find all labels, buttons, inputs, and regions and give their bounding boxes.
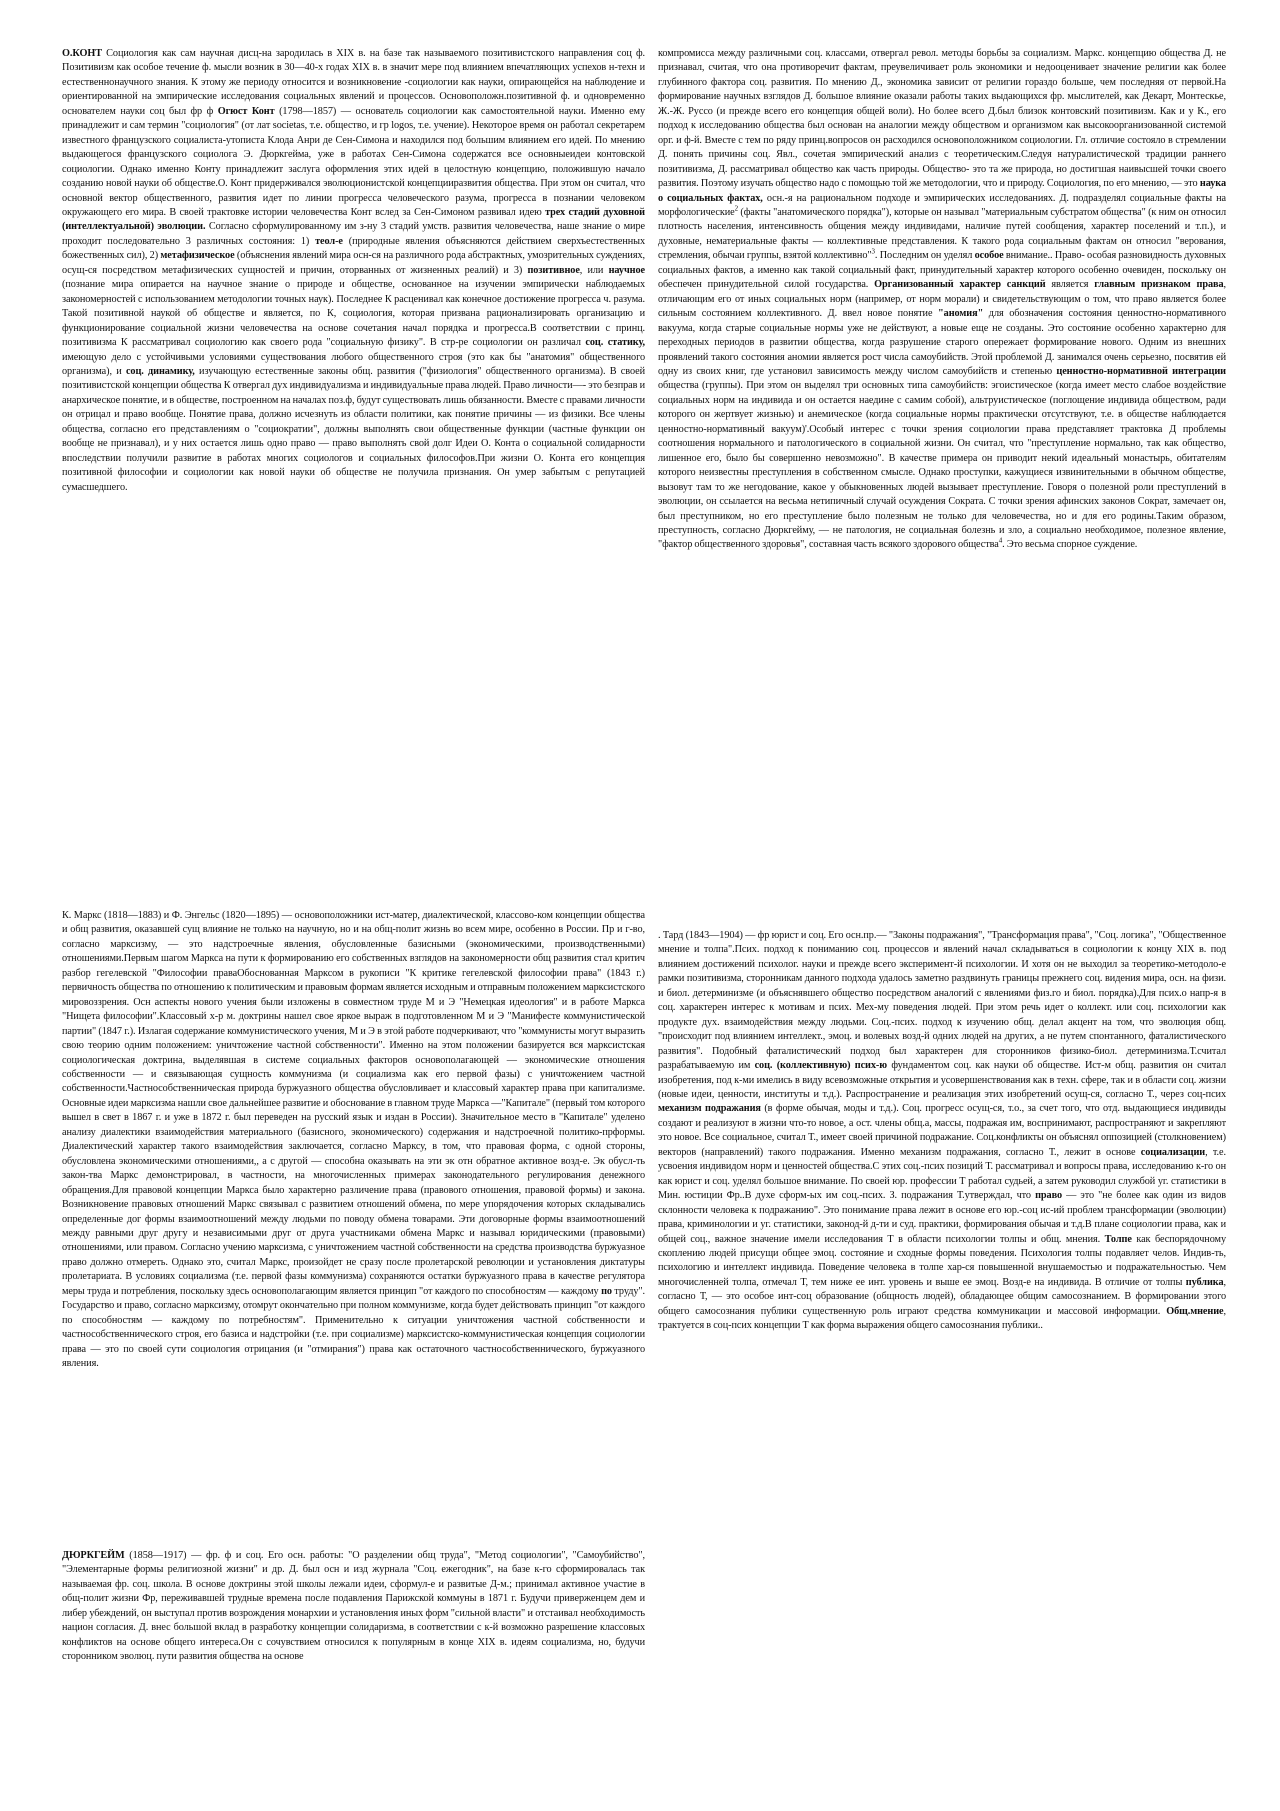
bold-text-run: Организованный характер санкций [874,279,1046,291]
text-run: , согласно Т, — это особое инт-соц образование (общность людей), обладающее общим самосознанием. В формировании этого общего самосознания публики существенную роль играют средства коммуникации и массовой информации. [658,1276,1226,1317]
bold-text-run: ценностно-нормативной интеграции [1056,365,1226,377]
bold-text-run: Огюст Конт [217,105,275,117]
footnote-mark: 4 [998,537,1003,545]
footnote-mark: 2 [734,204,739,213]
text-run: изучающую естественные законы общ. развития ("физиология" общественного организма). В своей позитивистской концепции общества К отвергал дух индивидуализма и индивидуальные права людей. Право личности—- это безправ и анархическое понятие, и в обществе, построенном на началах поз.ф, будут существовать лишь обязанности. Вместе с правами личности он отрицал и право вообще. Понятие права, должно исчезнуть из области политики, как понятие причины — из физики. Все члены общества, согласно его представлениям о "социократии", должны выполнять свои общественные функции (частные функции он вообще не признавал), и у них остается лишь одно право — право выполнять свой долг Идеи О. Конта о социальной солидарности впоследствии получили развитие в работах многих социологов и социальных философов.При жизни О. Конта его концепция позитивной философии и социологии как новой науки об обществе не получила признания. Он умер забытым с репутацией сумасшедшего. [62,365,645,493]
text-run: . Тард (1843—1904) — фр юрист и соц. Его осн.пр.— "Законы подражания", "Трансформация права", "Соц. логика", "Общественное мнение и толпа".Псих. подход к пониманию соц. процессов и явлений начал складываться в социологии к концу XIX в. под влиянием достижений психолог. науки и прежде всего эксперимент-й психологии. И хотя он не выходил за теоретико-методоло-е рамки позитивизма, сторонникам данного подхода удалось заметно раздвинуть границы прежнего соц. видения мира, осн. на физи. и биол. детерминизме (и объяснявшего общество посредством аналогий с явлениями физ.го и биол. порядка).Для псих.о напр-я в соц. характерен интерес к мотивам и псих. Мех-му поведения людей. При этом речь идет о коллект. или соц. психологии как продукте дух. взаимодействия между людьми. Соц.-псих. подход к изучению общ. делал акцент на том, что эволюция общ. "происходит под влиянием интеллект., эмоц. и волевых возд-й одних людей на других, а не путем спонтанного, фаталистического развития". Подобный фаталистический подход был характерен для сторонников физико-биол. детерминизма.Т.считал разрабатываемую им [658,930,1226,1072]
bold-text-run: соц. динамику, [125,365,195,377]
bold-text-run: Толпе [1104,1233,1132,1245]
bold-text-run: социализации [1140,1146,1206,1158]
text-run: имеющую дело с устойчивыми условиями существования любого общественного строя (это как бы "анатомия" общественного организма), и [62,351,645,377]
bold-text-run: главным признаком права [1094,279,1224,291]
text-run: фундаментом соц. как науки об обществе. Ист-м общ. развития он считал изобретения, под к-ми имелись в виду всевозможные открытия и усовершенствования как в техн. сфере, так и в области соц. жизни (новые идеи, ценности, институты и т.д.). Распространение и реализация этих изобретений осущ-ся, согласно Т., через соц-псих [658,1060,1226,1100]
text-run: осн.-я на рациональном подходе и эмпирических исследованиях. Д. подразделял социальные факты на морфологические [658,192,1226,218]
paragraph-durkheim-continued [658,47,1226,553]
text-run: Согласно сформулированному им з-ну 3 стадий умств. развития человечества, наше знание о мире проходит последовательно 3 различных состояния: 1) [62,221,645,247]
text-run: как беспорядочному скоплению людей присущи общее эмоц. состояние и сходные формы поведения. Психология толпы подавляет челов. Индив-ть, психологию и интеллект индивида. Поведение человека в толпе хар-ся повышенной внушаемостью и подражательностью. Чем многочисленней толпа, отмечал Т, тем ниже ее инт. уровень и выше ее эмоц. Возд-е на индивида. В отличие от толпы [658,1233,1226,1288]
bold-text-run: трех стадий духовной (интеллектуальной) эволюции. [62,206,645,233]
text-run: (в форме обычая, моды и т.д.). Соц. прогресс осущ-ся, т.о., за счет того, что отд. выдающиеся индивиды создают и реализуют в жизни что-то новое, а ост. члены общ.а, массы, подражая им, воспринимают, распространяют и закрепляют это новое. Все социальное, считал Т., имеет своей причиной подражание. Соц.конфликты он объяснял оппозицией (столкновением) векторов (направлений) такого подражания. Именно механизм подражания, согласно Т., лежит в основе [658,1103,1226,1158]
footnote-mark: 3 [871,247,875,256]
text-run: — это "не более как один из видов склонности человека к подражанию". Это понимание права лежит в основе его юр.-соц ис-ий проблем трансформации (эволюции) права, криминологии и уг. статистики, законод-й д-ти и суд. практики, формирования обычая и т.д.В плане социологии права, как и общей соц., важное значение имели исследования Т в области психологии толпы и общ. мнения. [658,1190,1226,1245]
text-run: (факты "анатомического порядка"), которые он называл "материальным субстратом общества" (к ним он относил плотность населения, интенсивность общения между индивидами, наличие путей сообщения, характер поселений и т.п.), и духовные, нематериальные факты — коллективные представления. К такого рода социальным фактам он относил "верования, стремления, обычаи группы, взятой коллективно" [658,206,1226,262]
text-run: компромисса между различными соц. классами, отвергал револ. методы борьбы за социализм. Маркс. концепцию общества Д. не признавал, считая, что она противоречит фактам, преувеличивает роль экономики и недооценивает значение религии как более глубинного фактора соц. развития. По мнению Д., экономика зависит от религии гораздо больше, чем последняя от первой.На формирование научных взглядов Д. большое влияние оказали работы таких выдающихся фр. мыслителей, как Декарт, Монтескье, Ж.-Ж. Руссо (и прежде всего его концепция общей воли). Но более всего Д.был близок контовский позитивизм. Как и у К., его подход к исследованию общества был основан на аналогии между обществом и организмом как высокоорганизованной системой орг. и ф-й. Вместе с тем по ряду принц.вопросов он расходился основоположником социологии. Гл. отличие состояло в стремлении Д. понять причины соц. Явл., сочетая эмпирический анализ с теоретическим.Следуя натуралистической традиции раннего позитивизма, Д. рассматривал общество как часть природы. Общество- это та же природа, но достигшая наивысшей точки своего развития. Поэтому изучать общество надо с помощью той же методологии, что и природу. Социология, по его мнению, — это [658,48,1226,190]
bold-text-run: соц. статику, [585,337,645,349]
paragraph-tarde [658,929,1226,1334]
bold-text-run: Общ.мнение [1166,1305,1224,1317]
paragraph-marx [62,909,645,1372]
text-run: , отличающим его от иных социальных норм (например, от норм морали) и свидетельствующим о том, что право является более сильным состоянием коллективного. Д. ввел новое понятие [658,279,1226,320]
text-run: . Это весьма спорное суждение. [1002,539,1138,551]
text-run: , трактуется в соц-псих концепции Т как форма выражения общего самосознания публики.. [658,1305,1226,1332]
bold-text-run: О.КОНТ [62,48,103,59]
text-run: для обозначения состояния ценностно-нормативного вакуума, когда старые социальные нормы уже не действуют, а новые еще не созданы. Это состояние особенно характерно для переходных периодов в развитии общества, когда разрушение старого опережает формирование нового. Одним из внешних проявлений такого состояния аномии является рост числа самоубийств. Этой проблемой Д. занимался очень серьезно, посвятив ей одну из своих книг, где установил зависимость между числом самоубийств и степенью [658,308,1226,377]
text-run: (объяснения явлений мира осн-ся на различного рода абстрактных, умозрительных суждениях, осущ-ся посредством метафизических сущностей и причин, оторванных от жизненных реалий) и 3) [62,250,645,276]
bold-text-run: теол-е [315,235,343,247]
bold-text-run: особое [974,250,1004,262]
text-run: внимание.. Право- особая разновидность духовных социальных фактов, а именно как такой социальный факт, принудительный характер которого особенно очевиден, поскольку он обеспечен принудительной силой государства. [658,250,1226,291]
paragraph-durkheim-start [62,1549,645,1665]
text-run: Социология как сам научная дисц-на зародилась в XIX в. на базе так называемого позитивистского направления соц ф. Позитивизм как особое течение ф. мысли возник в 30—40-х годах XIX в. в значит мере под влиянием впечатляющих успехов н-техн и естественнонаучного знания. К этому же периоду относится и возникновение -социологии как науки, опирающейся на наблюдение и ориентированной на эмпирические исследования социальных явлений и процессов. Основоположн.позитивной ф. и одновременно основателем науки соц был фр ф [62,48,645,117]
bold-text-run: позитивное [527,264,580,276]
text-run: (познание мира опирается на научное знание о природе и обществе, основанное на изучении эмпирически наблюдаемых закономерностей с использованием методологии точных наук). Последнее К расценивал как конечное достижение прогресса ч. разума. Такой позитивной наукой об обществе и является, по К, социология, которая призвана рационализировать организацию и функционирование социальной жизни человечества на основе сочетания начал порядка и прогресса.В соответствии с принц. позитивизма К рассматривал социологию как своего рода "социальную физику". В стр-ре социологии он различал [62,279,645,349]
paragraph-kont [62,47,645,495]
text-run: труду". Государство и право, согласно марксизму, отомрут окончательно при полном коммунизме, когда будет действовать принцип "от каждого по способностям — каждому по потребностям". Применительно к ситуации уничтожения частной собственности и частнособственнического строя, его базиса и надстройки (т.е. при социализме) марксистско-коммунистическая концепция социологии права — это по своей сути социология отрицания (и "отмирания") права как остаточного частнособственнического, буржуазного явления. [62,1285,645,1370]
text-run: является [1045,279,1095,291]
text-run: , или [579,264,609,276]
bold-text-run: метафизическое [160,250,235,262]
bold-text-run: соц. (коллективную) псих-ю [754,1060,888,1072]
bold-text-run: по [601,1285,612,1297]
text-run: . Последним он уделял [874,250,975,262]
bold-text-run: ДЮРКГЕЙМ [62,1550,125,1561]
text-run: общества (группы). При этом он выделял три основных типа самоубийств: эгоистическое (когда имеет место слабое воздействие социальных норм на индивида и он остается наедине с самим собой), альтруистическое (поглощение индивида обществом, ради которого он жертвует жизнью) и анемическое (когда социальные нормы практически отсутствуют, т.е. в обществе наблюдается ценностно-нормативный вакуум)'.Особый интерес с точки зрения социологии права представляет трактовка Д проблемы соотношения нормального и патологического в социальной жизни. Он считал, что "преступление нормально, так как общество, лишенное его, было бы совершенно невозможно". В качестве примера он приводит некий идеальный монастырь, обитателям которого неизвестны преступления в собственном смысле. Однако проступки, кажущиеся извинительными в обычном обществе, вызовут там то же негодование, какое у обыкновенных людей вызывает преступление. Говоря о полезной роли преступлений в эволюции, он ссылается на весьма нетипичный случай осуждения Сократа. С точки зрения афинских законов Сократ, замечает он, был преступником, но его преступление было полезным не только для человечества, но и для его родины.Таким образом, преступность, согласно Дюркгейму, — не патология, не социальная болезнь и зло, а социально необходимое, полезное явление, "фактор общественного здоровья", составная часть всякого здорового общества [658,380,1226,551]
bold-text-run: право [1035,1190,1062,1202]
bold-text-run: наука о социальных фактах, [658,178,1226,204]
text-run: (1858—1917) — фр. ф и соц. Его осн. работы: "О разделении общ труда", "Метод социологии", "Самоубийство", "Элементарные формы религиозной жизни" и др. Д. был осн и изд журнала "Соц. ежегодник", на базе к-го сформировалась так называемая фр. соц. школа. В основе доктрины этой школы лежали идеи, сформул-е и развитые Д-м.; принимал активное участие в общ-полит жизни Фр, переживавшей трудные времена после подавления Парижской коммуны в 1871 г. Будучи приверженцем дем и либер убеждений, он выступал против возрождения монархии и установления иных форм "сильной власти" и отстаивал необходимость национ согласия. Д. внес большой вклад в разработку концепции солидаризма, в соответствии с к-й возможно разрешение классовых конфликтов на основе общего интереса.Он с сочувствием относился к популярным в конце XIX в. идеям социализма, но, будучи сторонником эволюц. пути развития общества на основе [62,1550,645,1663]
text-run: (1798—1857) — основатель социологии как самостоятельной науки. Именно ему принадлежит и сам термин "социология" (от лат societas, т.е. общество, и гр logos, т.е. учение). Некоторое время он работал секретарем известного французского социалиста-утописта Клода Анри де Сен-Симона и находился под большим влиянием его идей. По мнению выдающегося французского социолога Э. Дюркгейма, уже в работах Сен-Симона содержатся все основныеидеи контовской социологии. Однако именно Конту принадлежит заслуга оформления этих идей в целостную концепцию, положившую начало созданию новой науки об обществе.О. Конт придерживался эволюционистской концепцииразвития общества. При этом он считал, что основной вектор общественного, развития идет по линии прогресса человеческого разума, прогресса в познании человеком окружающего его мира. В своей трактовке истории человечества Конт вслед за Сен-Симоном развивал идею [62,105,645,218]
bold-text-run: механизм подражания [658,1103,761,1115]
bold-text-run: публика [1185,1276,1224,1288]
text-run: (природные явления объясняются действием сверхъестественных божественных сил), 2) [62,235,646,262]
text-run: К. Маркс (1818—1883) и Ф. Энгельс (1820—1895) — основоположники ист-матер, диалектической, классово-ком концепции общества и общ развития, оказавшей сущ влияние не только на научную, но и на общ-полит жизнь во всем мире, особенно в России. Пр и г-во, согласно марксизму, — это надстроечные явления, обусловленные базисными (экономическими, производственными) отношениями.Первым шагом Маркса на пути к формированию его собственных взглядов на закономерности общ развития стал критич разбор гегелевской "Философии праваОбоснованная Марксом в рукописи "К критике гегелевской философии права" (1843 г.) первичность общества по отношению к политическим и правовым формам является исходным и отправным положением марксистского мировоззрения. Осн аспекты нового учения были изложены в совместном труде М и Э "Немецкая идеология" и в работе Маркса "Нищета философии".Классовый х-р м. доктрины нашел свое яркое выраж в подготовленном М и Э "Манифесте коммунистической партии" (1847 г.). Излагая содержание коммунистического учения, М и Э в этой работе подчеркивают, что "коммунисты могут выразить свою теорию одним положением: уничтожение частной собственности". Именно на этом положении базируется вся марксистская социологическая доктрина, выделявшая в системе социальных факторов основополагающей — экономические отношения собственности — и связывающая сущность коммунизма (и социализма как его первой фазы) с уничтожением частной собственности.Частнособственническая природа буржуазного общества обусловливает и классовый характер права при капитализме. Основные идеи марксизма нашли свое дальнейшее развитие и обоснование в главном труде Маркса —"Капитале" (первый том которого вышел в свет в 1867 г. и уже в 1872 г. был переведен на русский язык и издан в России). Значительное место в "Капитале" уделено анализу диалектики взаимодействия материального (базисного, экономического) содержания и надстроечной политико-прформы. Диалектический характер такого взаимодействия заключается, согласно Марксу, в том, что правовая форма, с одной стороны, обусловлена экономическими отношениями,, а с другой — способна оказывать на эти эк отн обратное активное возд-е. Эк обусл-ть закон-тва Маркс демонстрировал, в частности, на многочисленных примерах законодательного регулирования денежного обращения.Для правовой концепции Маркса было характерно различение права (правового отношения, правовой формы) и закона. Возникновение правовых отношений Маркс связывал с развитием отношений обмена, по мере упорядочения которых складывались определенные дог формы взаимоотношений между людьми по поводу обмена товарами. Эти договорные формы взаимоотношений между равными друг другу и независимыми друг от друга участниками обмена Маркс и называл юридическими (правовыми) отношениями, или правом. Согласно учению марксизма, с уничтожением частной собственности на средства производства буржуазное право должно отмереть. Однако это, считал Маркс, произойдет не сразу после пролетарской революции и установления диктатуры пролетариата. В условиях социализма (т.е. первой фазы коммунизма) сохраняются остатки буржуазного права в качестве регулятора меры труда и потребления, поскольку здесь основополагающим является принцип "от каждого по способностям — каждому [62,910,645,1297]
bold-text-run: научное [608,264,645,276]
text-run: , т.е. усвоения индивидом норм и ценностей общества.С этих соц.-псих позиций Т. рассматривал и вопросы права, исследованию к-го он как юрист и соц. уделял большое внимание. По своей юр. профессии Т работал судьей, а затем руководил службой уг. статистики в Мин. юстиции Фр..В духе сформ-ых им соц.-псих. З. подражания Т.утверждал, что [658,1146,1226,1202]
bold-text-run: "аномия" [938,308,984,320]
